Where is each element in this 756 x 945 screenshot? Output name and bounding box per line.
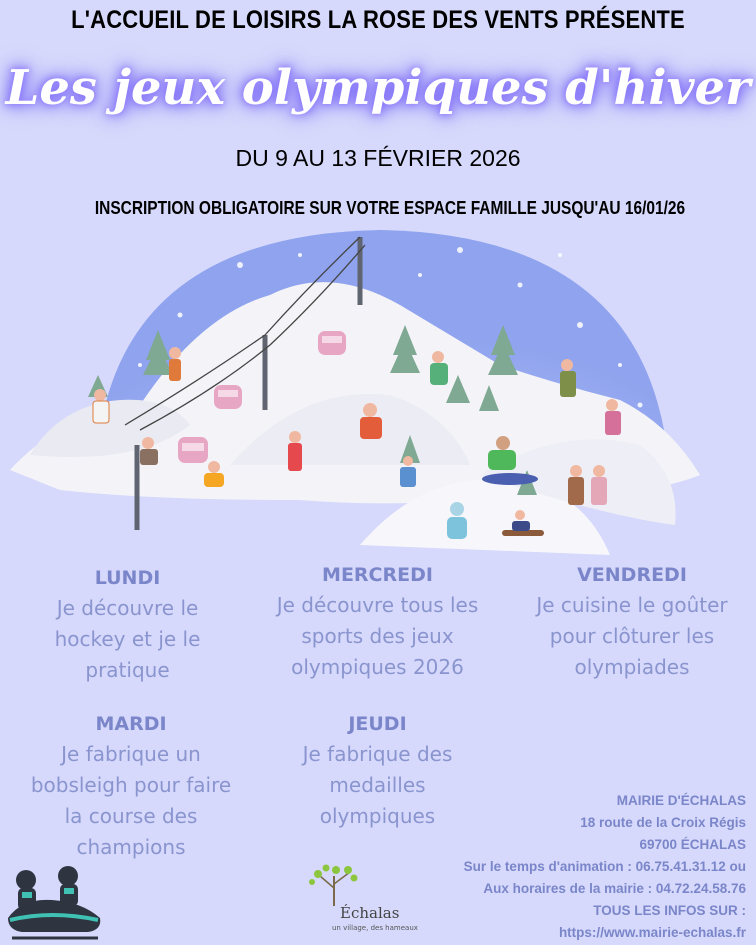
day-description: Je cuisine le goûter pour clôturer les olympiades <box>536 593 728 679</box>
day-name: JEUDI <box>348 713 407 735</box>
day-name: MERCREDI <box>322 564 433 586</box>
day-description: Je fabrique des medailles olympiques <box>302 742 453 828</box>
phone-animation: Sur le temps d'animation : 06.75.41.31.12 ou <box>463 859 746 874</box>
phone-mairie: Aux horaires de la mairie : 04.72.24.58.76 <box>483 881 746 896</box>
day-monday <box>15 567 240 686</box>
day-wednesday <box>255 564 500 683</box>
event-dates: DU 9 AU 13 FÉVRIER 2026 <box>235 145 521 171</box>
day-friday <box>512 564 752 683</box>
info-label: TOUS LES INFOS SUR : <box>593 903 746 918</box>
logo-name: Échalas <box>340 904 400 922</box>
city-address: 69700 ÉCHALAS <box>639 837 746 852</box>
logo-tagline: un village, des hameaux <box>332 924 418 932</box>
inscription-notice: INSCRIPTION OBLIGATOIRE SUR VOTRE ESPACE FAMILLE JUSQU'AU 16/01/26 <box>94 198 686 218</box>
mairie-name: MAIRIE D'ÉCHALAS <box>616 793 746 808</box>
bobsleigh-illustration <box>2 858 106 942</box>
page-title: Les jeux olympiques d'hiver <box>5 60 751 116</box>
contact-info <box>386 790 746 944</box>
day-name: VENDREDI <box>577 564 687 586</box>
day-name: MARDI <box>95 713 167 735</box>
day-description: Je découvre le hockey et je le pratique <box>54 596 201 682</box>
street-address: 18 route de la Croix Régis <box>580 815 746 830</box>
day-name: LUNDI <box>94 567 161 589</box>
day-description: Je fabrique un bobsleigh pour faire la course des champions <box>30 742 232 859</box>
presenter-heading: L'ACCUEIL DE LOISIRS LA ROSE DES VENTS PRÉSENTE <box>71 6 685 34</box>
winter-scene-illustration <box>0 225 756 570</box>
tree-logo-icon <box>306 862 366 908</box>
website-link[interactable]: https://www.mairie-echalas.fr <box>558 925 746 940</box>
day-tuesday <box>10 713 252 863</box>
day-description: Je découvre tous les sports des jeux olympiques 2026 <box>276 593 479 679</box>
